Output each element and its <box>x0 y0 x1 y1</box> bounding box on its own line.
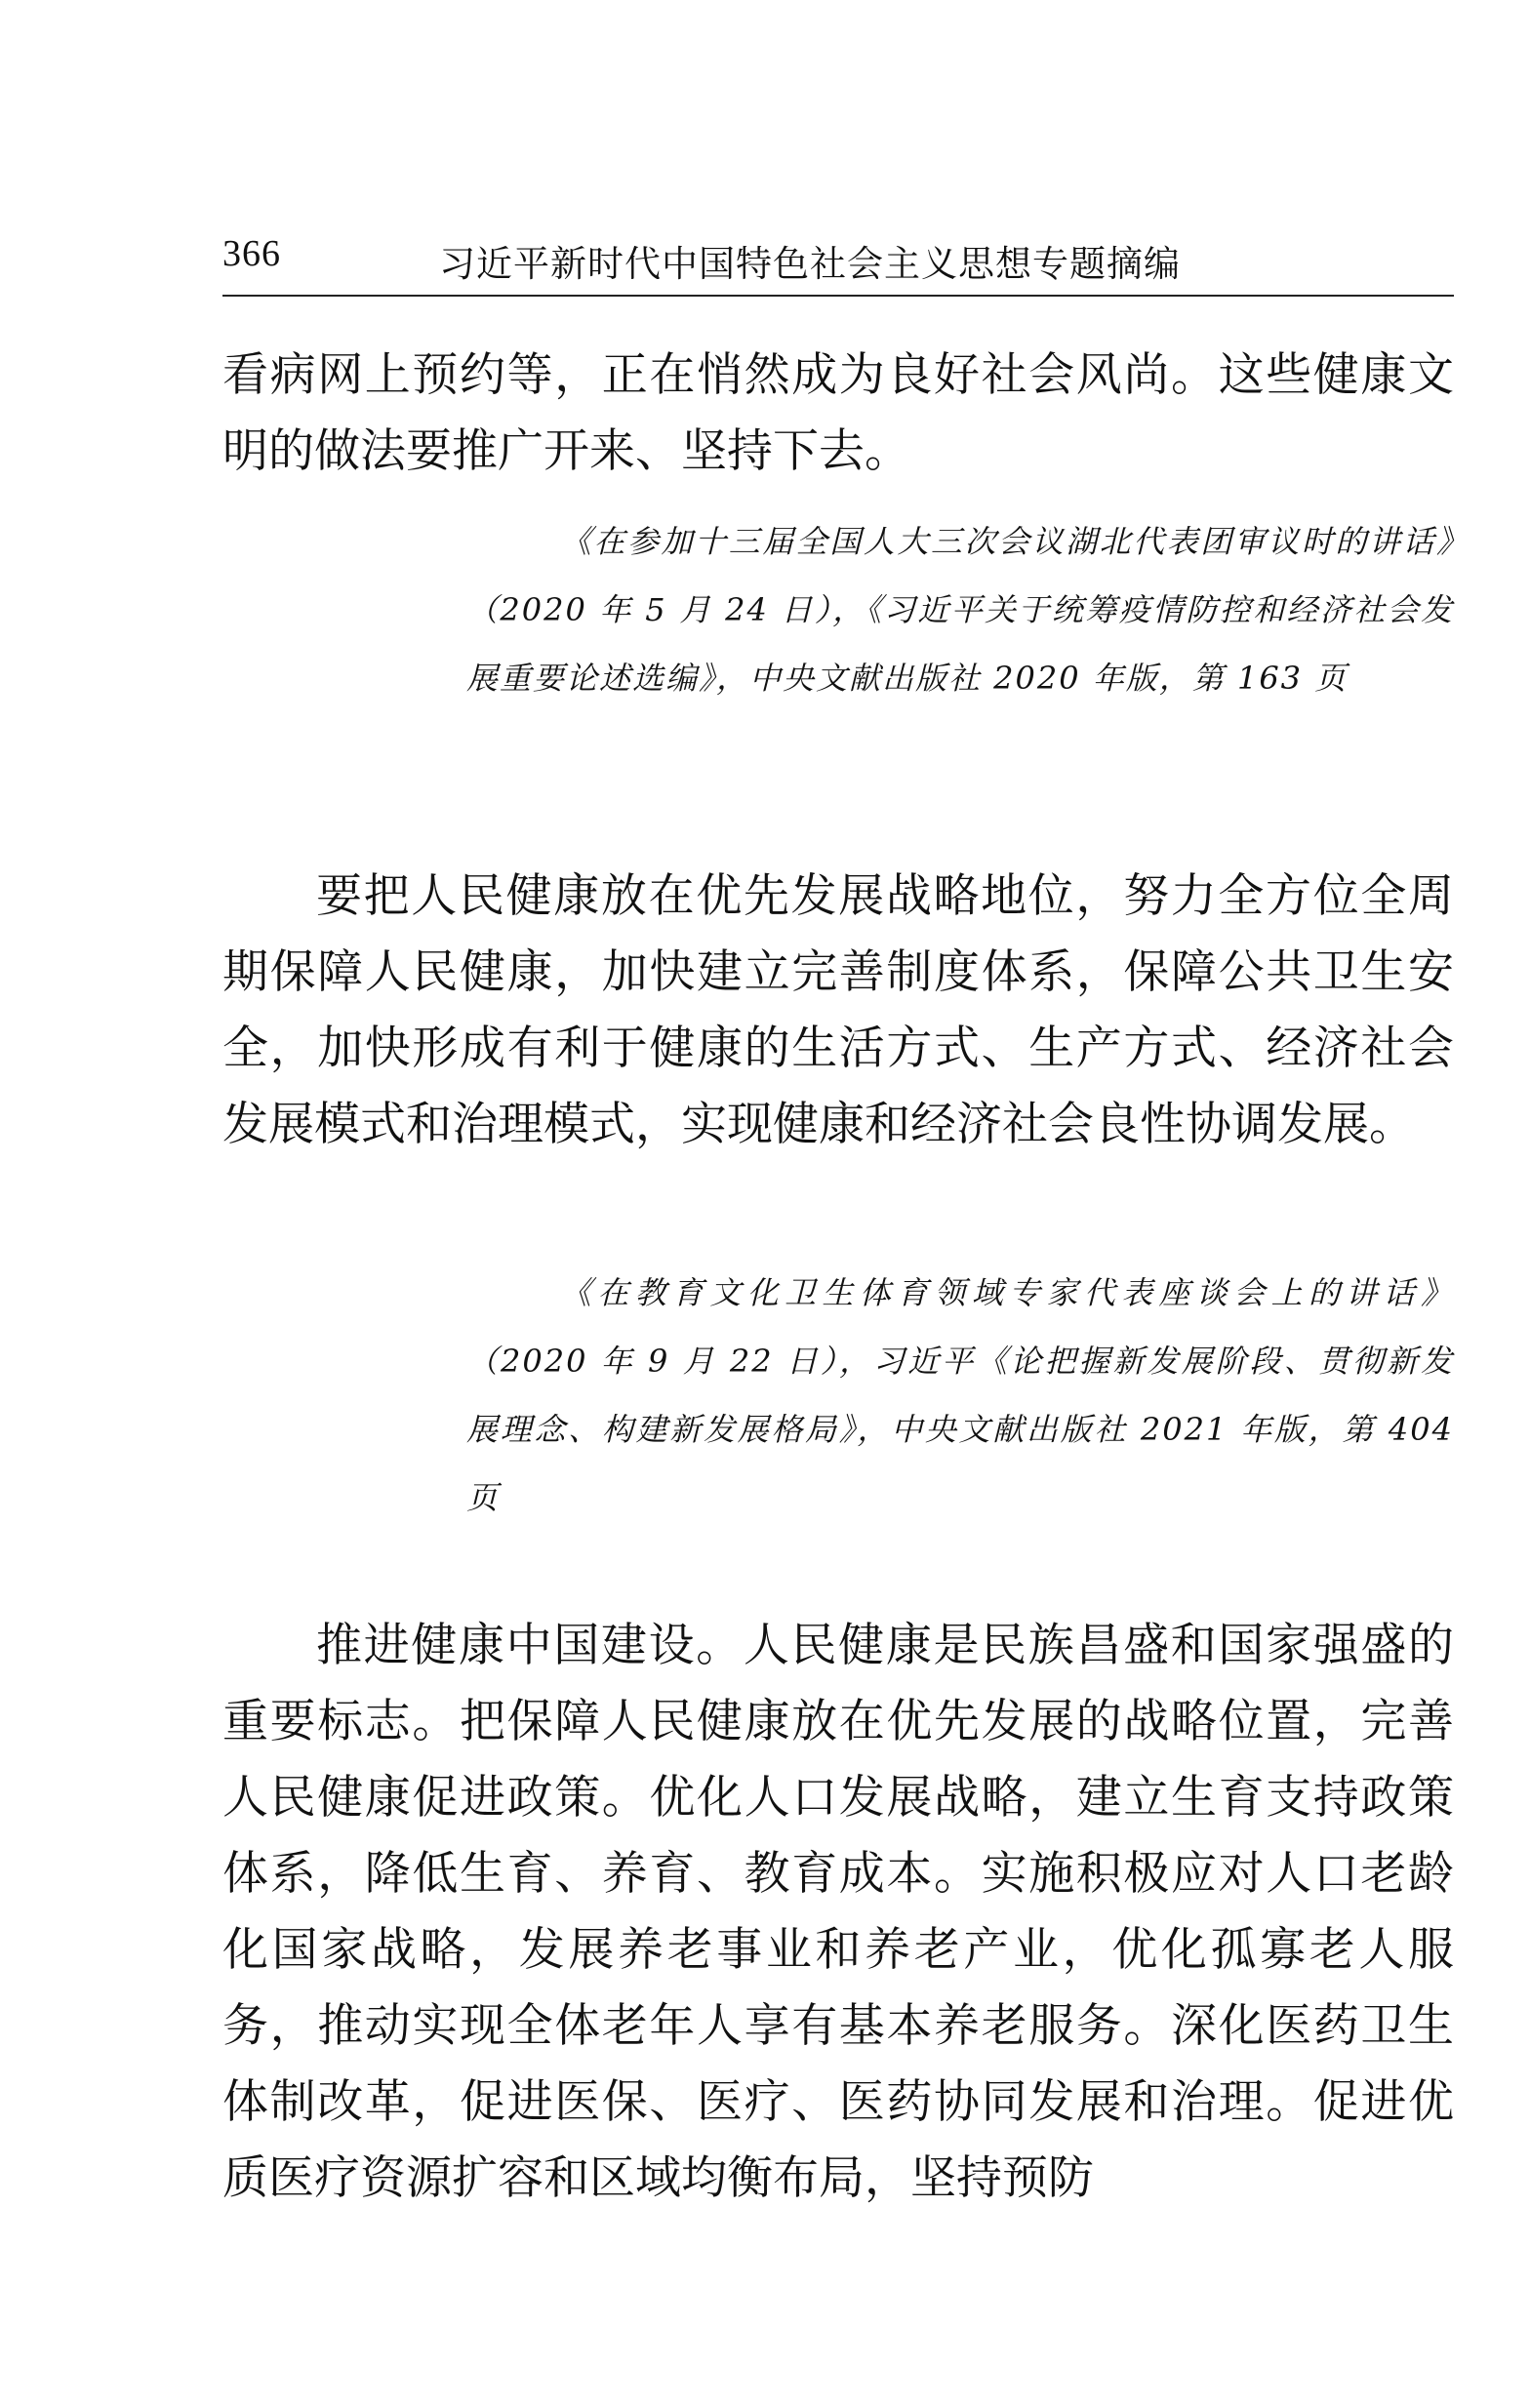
paragraph-1: 看病网上预约等，正在悄然成为良好社会风尚。这些健康文明的做法要推广开来、坚持下去。 <box>222 348 1454 478</box>
paragraph-2: 要把人民健康放在优先发展战略地位，努力全方位全周期保障人民健康，加快建立完善制度体系，保障公共卫生安全，加快形成有利于健康的生活方式、生产方式、经济社会发展模式和治理模式，实现健康和经济社会良性协调发展。 <box>222 869 1454 1151</box>
paragraph-3: 推进健康中国建设。人民健康是民族昌盛和国家强盛的重要标志。把保障人民健康放在优先发展的战略位置，完善人民健康促进政策。优化人口发展战略，建立生育支持政策体系，降低生育、养育、教育成本。实施积极应对人口老龄化国家战略，发展养老事业和养老产业，优化孤寡老人服务，推动实现全体老年人享有基本养老服务。深化医药卫生体制改革，促进医保、医疗、医药协同发展和治理。促进优质医疗资源扩容和区域均衡布局，坚持预防 <box>222 1619 1454 2205</box>
book-title: 习近平新时代中国特色社会主义思想专题摘编 <box>439 243 1181 285</box>
running-header <box>222 226 1454 297</box>
page-number: 366 <box>222 233 281 274</box>
citation-2: 《在教育文化卫生体育领域专家代表座谈会上的讲话》（2020 年 9 月 22 日），习近平《论把握新发展阶段、贯彻新发展理念、构建新发展格局》，中央文献出版社 2021 年版，第 404 页 <box>466 1274 1454 1516</box>
citation-1: 《在参加十三届全国人大三次会议湖北代表团审议时的讲话》（2020 年 5 月 24 日），《习近平关于统筹疫情防控和经济社会发展重要论述选编》，中央文献出版社 2020 年版，第 163 页 <box>466 523 1454 697</box>
